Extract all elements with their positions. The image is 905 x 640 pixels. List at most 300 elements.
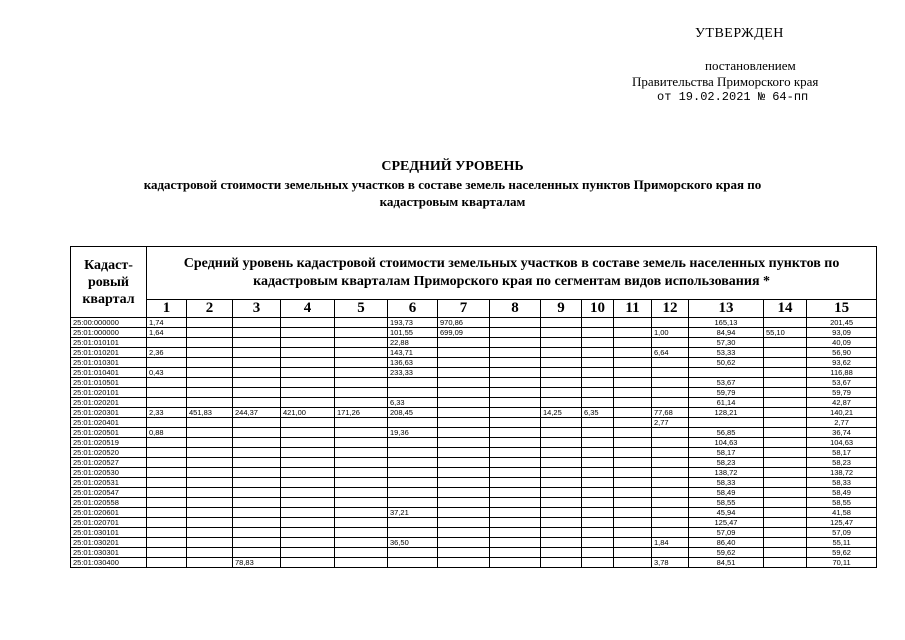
segment-value-cell [335, 428, 388, 438]
segment-value-cell: 58,17 [807, 448, 877, 458]
segment-value-cell [438, 338, 490, 348]
segment-value-cell [490, 488, 541, 498]
cadastral-quarter-cell: 25:01:010401 [71, 368, 147, 378]
segment-value-cell [490, 358, 541, 368]
segment-value-cell [281, 438, 335, 448]
cadastral-quarter-cell: 25:01:020527 [71, 458, 147, 468]
segment-value-cell: 6,64 [652, 348, 689, 358]
segment-value-cell: 55,11 [807, 538, 877, 548]
segment-value-cell: 1,64 [147, 328, 187, 338]
segment-value-cell: 970,86 [438, 318, 490, 328]
segment-value-cell [541, 378, 582, 388]
table-row [71, 508, 877, 518]
table-row [71, 468, 877, 478]
segment-value-cell [233, 448, 281, 458]
segment-value-cell: 58,23 [807, 458, 877, 468]
decree-date: от 19.02.2021 № 64-пп [657, 90, 809, 104]
segment-value-cell [388, 388, 438, 398]
segment-value-cell: 59,79 [807, 388, 877, 398]
segment-value-cell [187, 328, 233, 338]
segment-value-cell: 125,47 [807, 518, 877, 528]
segment-value-cell [388, 558, 438, 568]
segment-value-cell [233, 418, 281, 428]
segment-value-cell [147, 508, 187, 518]
segment-value-cell [438, 548, 490, 558]
segment-value-cell: 45,94 [689, 508, 764, 518]
segment-value-cell: 56,90 [807, 348, 877, 358]
segment-value-cell: 2,77 [807, 418, 877, 428]
segment-value-cell [541, 448, 582, 458]
segment-value-cell [490, 348, 541, 358]
segment-value-cell [335, 508, 388, 518]
segment-value-cell: 59,62 [807, 548, 877, 558]
segment-value-cell [614, 488, 652, 498]
segment-value-cell [147, 468, 187, 478]
segment-value-cell [147, 518, 187, 528]
segment-value-cell [582, 428, 614, 438]
segment-value-cell [438, 458, 490, 468]
segment-value-cell [233, 508, 281, 518]
segment-value-cell [281, 488, 335, 498]
segment-value-cell [281, 358, 335, 368]
segment-value-cell [388, 468, 438, 478]
segment-value-cell [764, 488, 807, 498]
segment-value-cell: 208,45 [388, 408, 438, 418]
segment-value-cell [147, 378, 187, 388]
segment-value-cell [490, 518, 541, 528]
segment-value-cell [233, 388, 281, 398]
segment-value-cell: 699,09 [438, 328, 490, 338]
segment-value-cell: 84,51 [689, 558, 764, 568]
segment-value-cell [490, 538, 541, 548]
segment-value-cell [764, 448, 807, 458]
segment-value-cell: 84,94 [689, 328, 764, 338]
cadastral-quarter-cell: 25:01:020601 [71, 508, 147, 518]
segment-value-cell [652, 388, 689, 398]
title-subtitle-line2: кадастровым кварталам [379, 194, 526, 209]
segment-value-cell [438, 428, 490, 438]
table-body [71, 318, 877, 568]
segment-value-cell [187, 528, 233, 538]
segment-value-cell [335, 378, 388, 388]
segment-value-cell [187, 368, 233, 378]
segment-number-header: 13 [689, 300, 764, 318]
segment-value-cell [388, 478, 438, 488]
table-row [71, 438, 877, 448]
segment-value-cell [335, 388, 388, 398]
segment-value-cell: 0,43 [147, 368, 187, 378]
segment-value-cell [764, 468, 807, 478]
segment-number-header: 4 [281, 300, 335, 318]
segment-value-cell [614, 498, 652, 508]
table-row [71, 378, 877, 388]
table-row [71, 388, 877, 398]
segment-value-cell [388, 518, 438, 528]
table-row [71, 448, 877, 458]
segment-value-cell: 104,63 [807, 438, 877, 448]
segment-value-cell [233, 358, 281, 368]
segment-value-cell: 78,83 [233, 558, 281, 568]
segment-value-cell [335, 468, 388, 478]
segment-value-cell: 2,33 [147, 408, 187, 418]
segment-value-cell [652, 378, 689, 388]
segment-value-cell [652, 338, 689, 348]
segment-value-cell [438, 498, 490, 508]
segment-value-cell [614, 448, 652, 458]
segment-value-cell [541, 538, 582, 548]
segment-value-cell: 193,73 [388, 318, 438, 328]
segment-value-cell [541, 488, 582, 498]
table-row [71, 498, 877, 508]
segment-value-cell: 36,50 [388, 538, 438, 548]
table-row [71, 558, 877, 568]
segment-value-cell [652, 498, 689, 508]
segment-value-cell [764, 548, 807, 558]
segment-value-cell [652, 508, 689, 518]
segment-value-cell [490, 548, 541, 558]
segments-caption-header [147, 247, 877, 300]
segment-value-cell [614, 478, 652, 488]
segment-value-cell [281, 328, 335, 338]
segment-value-cell [614, 418, 652, 428]
segment-value-cell [147, 338, 187, 348]
segment-value-cell [652, 358, 689, 368]
segment-value-cell [187, 398, 233, 408]
segment-value-cell: 14,25 [541, 408, 582, 418]
segment-value-cell: 116,88 [807, 368, 877, 378]
table-row [71, 418, 877, 428]
segment-value-cell [335, 318, 388, 328]
segment-value-cell [281, 508, 335, 518]
cadastral-quarter-cell: 25:01:020531 [71, 478, 147, 488]
segment-value-cell: 58,49 [807, 488, 877, 498]
segment-value-cell: 201,45 [807, 318, 877, 328]
cadastral-quarter-cell: 25:01:020701 [71, 518, 147, 528]
table-row [71, 518, 877, 528]
segment-value-cell [281, 538, 335, 548]
segment-value-cell [490, 418, 541, 428]
segment-value-cell [388, 498, 438, 508]
segment-number-header: 14 [764, 300, 807, 318]
segment-value-cell: 233,33 [388, 368, 438, 378]
segment-value-cell [614, 508, 652, 518]
segment-value-cell [187, 478, 233, 488]
segment-value-cell [438, 378, 490, 388]
segment-value-cell [147, 448, 187, 458]
segment-value-cell [187, 448, 233, 458]
segment-value-cell: 59,79 [689, 388, 764, 398]
segment-value-cell: 36,74 [807, 428, 877, 438]
segment-value-cell [187, 558, 233, 568]
segment-value-cell [335, 478, 388, 488]
segment-value-cell [614, 338, 652, 348]
segment-value-cell [281, 318, 335, 328]
segment-value-cell [281, 338, 335, 348]
segment-value-cell [281, 498, 335, 508]
cadastral-quarter-cell: 25:01:000000 [71, 328, 147, 338]
segment-value-cell [335, 488, 388, 498]
segment-value-cell [764, 498, 807, 508]
cadastral-quarter-cell: 25:01:020547 [71, 488, 147, 498]
segment-value-cell [147, 398, 187, 408]
segment-value-cell [614, 368, 652, 378]
segment-value-cell [541, 358, 582, 368]
segment-value-cell [652, 528, 689, 538]
cadastral-quarter-cell: 25:00:000000 [71, 318, 147, 328]
segment-value-cell [335, 338, 388, 348]
segment-value-cell [614, 428, 652, 438]
cadastral-quarter-cell: 25:01:030301 [71, 548, 147, 558]
segment-value-cell [233, 378, 281, 388]
segment-value-cell [335, 538, 388, 548]
segment-value-cell [764, 458, 807, 468]
segment-value-cell [233, 498, 281, 508]
segment-value-cell [490, 478, 541, 488]
segment-value-cell [541, 428, 582, 438]
segment-value-cell [438, 348, 490, 358]
segment-number-header: 10 [582, 300, 614, 318]
segment-value-cell [764, 518, 807, 528]
segment-value-cell: 1,00 [652, 328, 689, 338]
segment-value-cell [614, 318, 652, 328]
segment-value-cell [281, 448, 335, 458]
cadastral-quarter-cell: 25:01:030101 [71, 528, 147, 538]
segment-value-cell [438, 558, 490, 568]
segment-value-cell [233, 438, 281, 448]
segment-value-cell [582, 338, 614, 348]
segment-value-cell [438, 448, 490, 458]
segment-value-cell [614, 528, 652, 538]
segment-value-cell [490, 338, 541, 348]
segment-value-cell [335, 548, 388, 558]
segment-value-cell: 40,09 [807, 338, 877, 348]
segment-value-cell [233, 468, 281, 478]
segment-value-cell [438, 418, 490, 428]
cadastral-quarter-cell: 25:01:010101 [71, 338, 147, 348]
segment-value-cell: 86,40 [689, 538, 764, 548]
segment-value-cell [187, 468, 233, 478]
segment-value-cell: 57,09 [689, 528, 764, 538]
segment-value-cell [490, 558, 541, 568]
segment-value-cell [335, 448, 388, 458]
segment-number-header: 2 [187, 300, 233, 318]
segment-value-cell [764, 338, 807, 348]
segment-value-cell [233, 528, 281, 538]
segment-value-cell: 42,87 [807, 398, 877, 408]
segment-value-cell [582, 558, 614, 568]
segment-value-cell [187, 498, 233, 508]
segment-value-cell [335, 528, 388, 538]
segment-number-header: 15 [807, 300, 877, 318]
segment-value-cell [187, 318, 233, 328]
segment-value-cell [490, 388, 541, 398]
segment-value-cell [490, 448, 541, 458]
segment-value-cell [335, 328, 388, 338]
segment-value-cell [652, 448, 689, 458]
cadastral-quarter-cell: 25:01:010301 [71, 358, 147, 368]
segment-value-cell [147, 418, 187, 428]
segment-value-cell [652, 318, 689, 328]
segment-value-cell [614, 458, 652, 468]
segment-value-cell: 101,55 [388, 328, 438, 338]
segment-value-cell [388, 528, 438, 538]
segment-value-cell: 58,49 [689, 488, 764, 498]
segment-value-cell [652, 458, 689, 468]
segment-value-cell [438, 368, 490, 378]
segment-value-cell [652, 368, 689, 378]
segment-value-cell [281, 478, 335, 488]
segment-value-cell: 61,14 [689, 398, 764, 408]
segment-value-cell [541, 318, 582, 328]
segment-value-cell: 171,26 [335, 408, 388, 418]
segment-value-cell [147, 528, 187, 538]
segment-value-cell: 138,72 [689, 468, 764, 478]
table-row [71, 358, 877, 368]
segment-number-row [71, 300, 877, 318]
segment-value-cell [582, 498, 614, 508]
segment-value-cell [652, 518, 689, 528]
segment-value-cell [490, 378, 541, 388]
table-row [71, 398, 877, 408]
segment-value-cell [233, 488, 281, 498]
segment-value-cell [187, 518, 233, 528]
segment-value-cell [764, 358, 807, 368]
segment-value-cell [388, 378, 438, 388]
segment-value-cell [281, 518, 335, 528]
cadastral-quarter-cell: 25:01:020101 [71, 388, 147, 398]
segment-value-cell [764, 558, 807, 568]
caption-line2: кадастровым кварталам Приморского края по сегментам видов использования * [253, 274, 771, 289]
segment-value-cell [652, 438, 689, 448]
segment-value-cell [438, 388, 490, 398]
segment-value-cell [187, 428, 233, 438]
segment-value-cell [281, 458, 335, 468]
table-row [71, 338, 877, 348]
segment-value-cell [764, 348, 807, 358]
segment-value-cell [652, 478, 689, 488]
segment-value-cell [281, 368, 335, 378]
segment-value-cell [764, 508, 807, 518]
cadastral-quarter-cell: 25:01:030400 [71, 558, 147, 568]
segment-value-cell [582, 388, 614, 398]
segment-value-cell [335, 518, 388, 528]
segment-value-cell [187, 388, 233, 398]
segment-value-cell [335, 558, 388, 568]
segment-value-cell [614, 558, 652, 568]
segment-value-cell: 19,36 [388, 428, 438, 438]
table-row [71, 548, 877, 558]
segment-value-cell [335, 368, 388, 378]
segment-value-cell [388, 488, 438, 498]
segment-value-cell [490, 318, 541, 328]
segment-value-cell [233, 548, 281, 558]
segment-value-cell [281, 558, 335, 568]
segment-value-cell: 70,11 [807, 558, 877, 568]
cadastral-quarter-cell: 25:01:020501 [71, 428, 147, 438]
segment-value-cell: 53,33 [689, 348, 764, 358]
segment-value-cell: 58,33 [689, 478, 764, 488]
table-row [71, 528, 877, 538]
segment-value-cell [335, 358, 388, 368]
table-row [71, 368, 877, 378]
segment-value-cell [614, 538, 652, 548]
segment-value-cell [582, 468, 614, 478]
segment-value-cell [233, 518, 281, 528]
segment-value-cell [614, 548, 652, 558]
segment-value-cell [614, 378, 652, 388]
caption-line1: Средний уровень кадастровой стоимости земельных участков в составе земель населенных пунктов по [183, 256, 840, 271]
segment-value-cell [582, 458, 614, 468]
table-row [71, 458, 877, 468]
segment-value-cell [147, 498, 187, 508]
segment-value-cell [187, 358, 233, 368]
segment-value-cell [147, 558, 187, 568]
segment-value-cell [582, 508, 614, 518]
segment-value-cell [614, 518, 652, 528]
segment-value-cell [614, 438, 652, 448]
segment-value-cell: 58,33 [807, 478, 877, 488]
table-row [71, 428, 877, 438]
segment-value-cell: 41,58 [807, 508, 877, 518]
quarter-column-header [71, 247, 147, 318]
segment-value-cell [335, 348, 388, 358]
segment-value-cell: 57,09 [807, 528, 877, 538]
segment-value-cell [689, 418, 764, 428]
segment-value-cell: 143,71 [388, 348, 438, 358]
segment-value-cell [582, 478, 614, 488]
segment-value-cell [438, 508, 490, 518]
segment-number-header: 9 [541, 300, 582, 318]
segment-value-cell [438, 538, 490, 548]
segment-value-cell [541, 518, 582, 528]
segment-value-cell [614, 468, 652, 478]
segment-value-cell [233, 478, 281, 488]
segment-value-cell [187, 418, 233, 428]
segment-value-cell [187, 508, 233, 518]
cadastral-quarter-cell: 25:01:020301 [71, 408, 147, 418]
segment-value-cell [582, 418, 614, 428]
segment-value-cell [490, 498, 541, 508]
segment-value-cell [281, 378, 335, 388]
segment-value-cell [614, 408, 652, 418]
segment-value-cell [388, 448, 438, 458]
segment-value-cell: 37,21 [388, 508, 438, 518]
segment-value-cell [541, 328, 582, 338]
segment-value-cell [438, 488, 490, 498]
segment-value-cell [541, 548, 582, 558]
table-row [71, 488, 877, 498]
segment-value-cell [490, 328, 541, 338]
segment-value-cell: 2,36 [147, 348, 187, 358]
segment-value-cell [438, 518, 490, 528]
segment-value-cell [490, 458, 541, 468]
segment-value-cell [764, 528, 807, 538]
cadastral-quarter-cell: 25:01:010501 [71, 378, 147, 388]
cadastral-quarter-cell: 25:01:020530 [71, 468, 147, 478]
segment-value-cell: 53,67 [807, 378, 877, 388]
segment-value-cell [233, 538, 281, 548]
segment-value-cell [187, 458, 233, 468]
segment-value-cell: 50,62 [689, 358, 764, 368]
segment-value-cell [582, 378, 614, 388]
segment-value-cell [438, 358, 490, 368]
segment-value-cell [438, 398, 490, 408]
segment-value-cell [335, 498, 388, 508]
segment-value-cell [281, 388, 335, 398]
segment-value-cell [281, 528, 335, 538]
segment-value-cell: 1,84 [652, 538, 689, 548]
segment-value-cell [614, 358, 652, 368]
